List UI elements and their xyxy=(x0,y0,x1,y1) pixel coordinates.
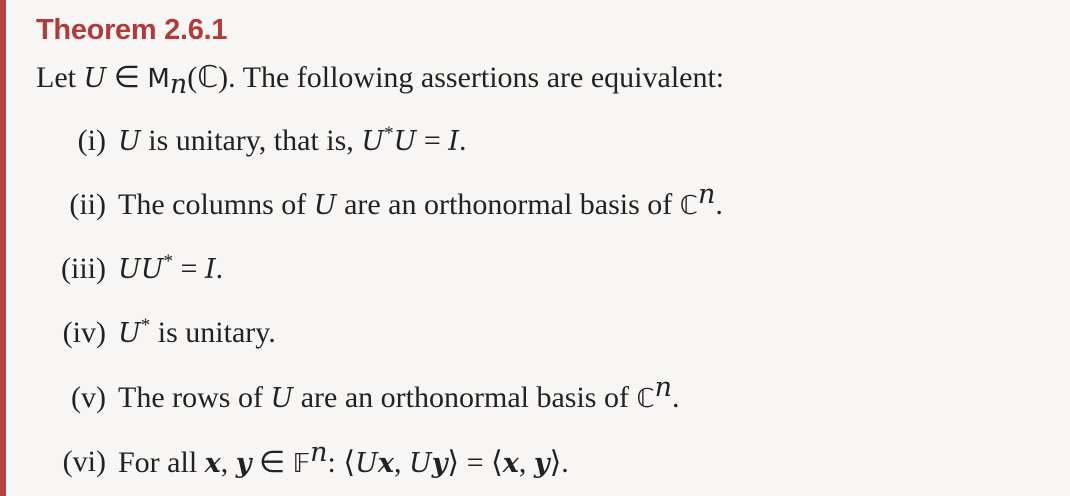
intro-field: (ℂ) xyxy=(187,61,229,94)
superscript: * xyxy=(384,123,394,144)
intro-matrix-space: M xyxy=(147,64,170,94)
text-part: The columns of xyxy=(118,188,314,221)
text-part: = xyxy=(416,124,449,157)
item-text xyxy=(118,179,723,222)
theorem-title: Theorem 2.6.1 xyxy=(36,14,228,46)
text-part: ⟩. xyxy=(549,446,569,479)
text-part: , xyxy=(220,446,236,479)
item-text xyxy=(118,316,276,350)
text-part: : ⟨ xyxy=(327,446,356,479)
math-UU: UU xyxy=(118,254,164,285)
math-U: U xyxy=(313,190,337,221)
list-item xyxy=(6,437,1006,485)
text-part: The rows of xyxy=(118,381,271,414)
math-x: x xyxy=(377,448,394,479)
list-item xyxy=(6,252,1006,292)
math-U: U xyxy=(361,126,385,157)
text-part: , xyxy=(518,446,534,479)
math-F: 𝔽 xyxy=(292,449,311,479)
text-part: , xyxy=(393,446,409,479)
item-label: (i) xyxy=(77,124,106,157)
text-part: ⟩ = ⟨ xyxy=(447,446,503,479)
text-part: = xyxy=(173,252,205,285)
math-U: U xyxy=(393,126,417,157)
intro-prefix: Let xyxy=(36,61,84,94)
superscript: n xyxy=(654,372,673,403)
list-item xyxy=(6,316,1006,356)
superscript: * xyxy=(140,315,151,336)
math-C: ℂ xyxy=(636,384,655,414)
text-part: are an orthonormal basis of xyxy=(293,381,637,414)
item-text xyxy=(118,252,223,286)
text-part: ∈ xyxy=(251,446,293,479)
math-y: y xyxy=(431,448,448,479)
superscript: n xyxy=(310,437,328,468)
math-y: y xyxy=(235,448,252,479)
item-text xyxy=(118,372,680,415)
math-U: U xyxy=(118,126,141,157)
item-label: (v) xyxy=(71,381,106,414)
superscript: n xyxy=(697,179,716,210)
intro-element-of: ∈ xyxy=(106,61,148,94)
text-part: . xyxy=(672,381,680,414)
math-U: U xyxy=(355,448,378,479)
superscript: * xyxy=(163,251,174,272)
item-text xyxy=(118,124,466,158)
text-part: is unitary. xyxy=(150,316,276,349)
math-y: y xyxy=(533,448,550,479)
math-x: x xyxy=(204,448,221,479)
intro-rest: . The following assertions are equivalent: xyxy=(228,61,725,94)
math-U: U xyxy=(408,448,432,479)
item-label: (iv) xyxy=(62,316,106,349)
item-label: (vi) xyxy=(62,445,106,478)
math-x: x xyxy=(502,448,519,479)
text-part: is unitary, that is, xyxy=(140,124,362,157)
list-item xyxy=(6,372,1006,421)
text-part: . xyxy=(458,124,467,157)
math-U: U xyxy=(118,318,141,349)
math-I: I xyxy=(448,126,459,157)
math-I: I xyxy=(204,254,216,285)
intro-subscript: n xyxy=(169,69,188,100)
text-part: For all xyxy=(118,446,205,479)
item-text xyxy=(118,437,569,480)
theorem-intro xyxy=(36,60,725,100)
math-U: U xyxy=(270,383,294,414)
text-part: . xyxy=(715,188,723,221)
text-part: . xyxy=(215,252,224,285)
intro-matrix-symbol: U xyxy=(83,63,107,94)
list-item xyxy=(6,179,1006,228)
list-item xyxy=(6,124,1006,164)
item-label: (ii) xyxy=(69,188,106,221)
text-part: are an orthonormal basis of xyxy=(336,188,680,221)
item-label: (iii) xyxy=(61,252,106,285)
math-C: ℂ xyxy=(679,191,698,221)
